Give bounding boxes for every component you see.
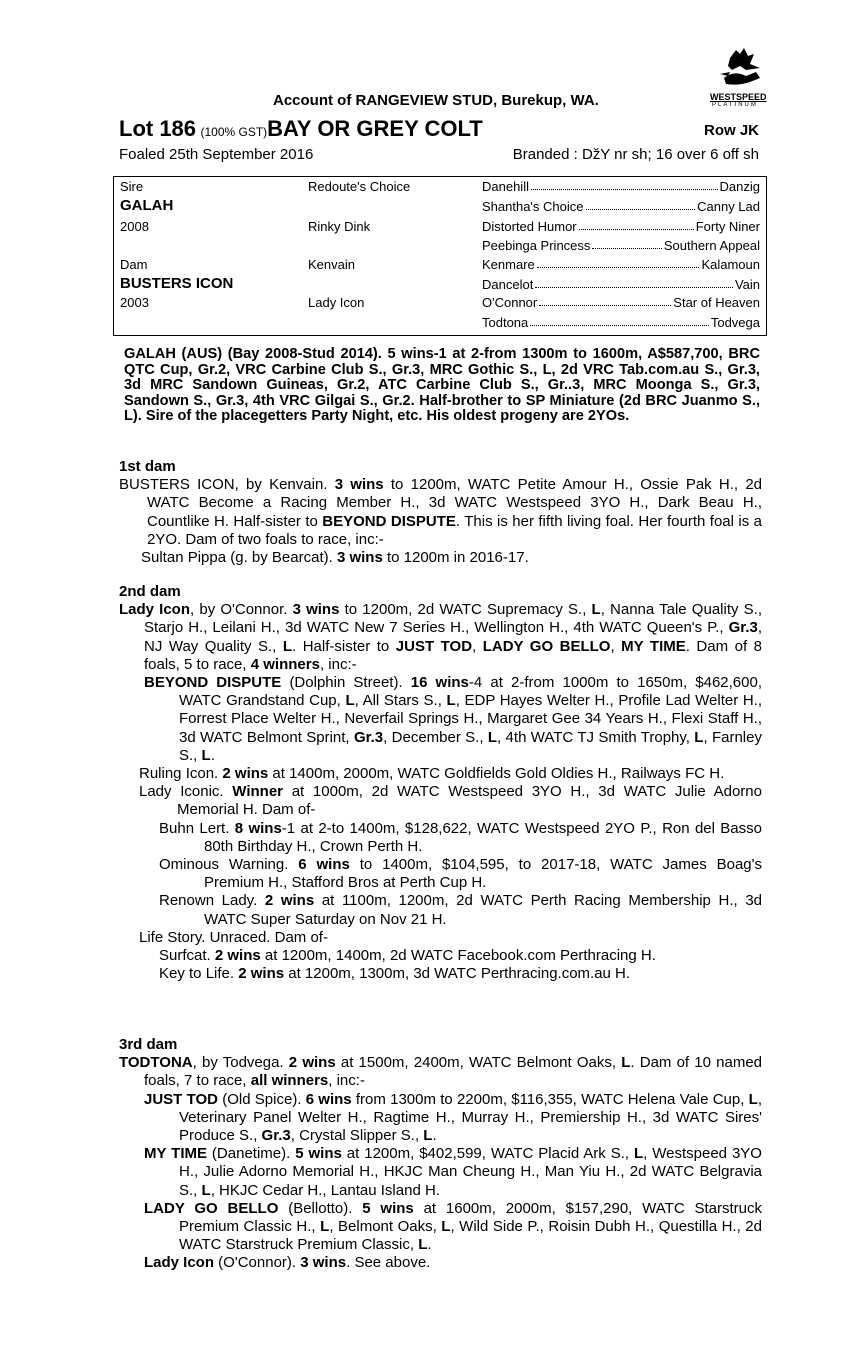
- produce-entry: [119, 947, 762, 965]
- produce-entry: [119, 1254, 762, 1272]
- text: , Crystal Slipper S.,: [290, 1127, 424, 1145]
- gst-note: (100% GST): [200, 125, 268, 139]
- bold-text: 8 wins: [234, 819, 282, 837]
- dot-leader: [530, 315, 709, 326]
- dot-leader: [535, 277, 733, 288]
- text: Renown Lady.: [159, 892, 265, 910]
- produce-entry: [119, 1145, 762, 1200]
- text: -1 at 2-to 1400m, $128,622, WATC Westspeed 2YO P., Ron del Basso 80th Birthday H., Crown Perth H.: [204, 819, 762, 855]
- text: Buhn Lert.: [159, 819, 235, 837]
- produce-entry: [119, 674, 762, 765]
- ancestor-name: Danehill: [482, 179, 529, 194]
- bold-text: L: [591, 601, 601, 619]
- text: at 1200m, 1400m, 2d WATC Facebook.com Perthracing H.: [260, 947, 656, 965]
- ancestor-name: O'Connor: [482, 295, 538, 310]
- ancestor-row: [482, 277, 760, 292]
- text: BUSTERS ICON, by Kenvain.: [119, 476, 335, 494]
- bold-text: 3 wins: [292, 601, 340, 619]
- dam-label: Dam: [120, 257, 148, 272]
- dot-leader: [586, 199, 696, 210]
- text: , December S.,: [383, 728, 488, 746]
- text: , EDP Hayes Welter H., Profile Lad Welter H., Forrest Place Welter H., Neverfail Springs H., Margaret Gee 34 Years H., Flexi Staff H., 3d WATC Belmont Sprint,: [179, 692, 763, 746]
- text: , inc:-: [328, 1072, 365, 1090]
- sire-name: GALAH: [120, 197, 174, 214]
- bold-text: L: [633, 1145, 644, 1163]
- text: . Half-sister to: [292, 637, 396, 655]
- dot-leader: [579, 219, 694, 230]
- first-dam-text: [119, 476, 762, 549]
- bold-text: Lady Icon: [144, 1254, 215, 1272]
- text: , Veterinary Panel Welter H., Ragtime H., Murray H., Premiership H., 3d WATC Sires' Produce S.,: [179, 1090, 762, 1145]
- bold-text: L: [446, 692, 456, 710]
- produce-entry: [119, 892, 762, 928]
- bold-text: MY TIME: [621, 637, 686, 655]
- sire-label: Sire: [120, 179, 144, 194]
- dam-name: BUSTERS ICON: [120, 275, 234, 292]
- third-dam-section: [119, 1036, 762, 1273]
- bold-text: JUST TOD: [395, 637, 473, 655]
- lot-number: Lot 186: [119, 116, 197, 141]
- ancestor-name: Todtona: [482, 315, 529, 330]
- bold-text: 6 wins: [305, 1090, 352, 1108]
- first-dam-heading: 1st dam: [119, 458, 176, 475]
- text: to 1200m, WATC Petite Amour H., Ossie Pak H., 2d WATC Become a Racing Member H., 3d WATC Westspeed 3YO H., Dark Beau H., Countlike H. Half-sister to: [147, 476, 763, 530]
- produce-entry: [119, 820, 762, 856]
- text: , Westspeed 3YO H., Julie Adorno Memorial H., HKJC Man Cheung H., Man Yiu H., 2d WATC Belgravia S.,: [179, 1145, 762, 1199]
- bold-text: 6 wins: [298, 856, 350, 874]
- text: Lady Iconic.: [139, 783, 233, 801]
- produce-entry: [119, 856, 762, 892]
- bold-text: 2 wins: [264, 892, 315, 910]
- vendor-account: Account of RANGEVIEW STUD, Burekup, WA.: [273, 92, 599, 109]
- produce-entry: [119, 965, 762, 983]
- bold-text: L: [201, 1181, 211, 1199]
- ancestor-name: Kenmare: [482, 257, 535, 272]
- bold-text: L: [418, 1236, 428, 1254]
- text: , by Todvega.: [192, 1054, 289, 1072]
- produce-entry: [119, 1200, 762, 1255]
- text: , Nanna Tale Quality S., Starjo H., Leilani H., 3d WATC New 7 Series H., Wellington H., 4th WATC Queen's P.,: [144, 601, 763, 637]
- ancestor-sire: Star of Heaven: [673, 295, 760, 310]
- bold-text: 16 wins: [410, 674, 469, 692]
- dot-leader: [592, 238, 661, 249]
- text: , Farnley S.,: [179, 728, 762, 764]
- westspeed-logo: [710, 44, 774, 110]
- bold-text: L: [694, 728, 704, 746]
- bold-text: 2 wins: [214, 947, 261, 965]
- bold-text: all winners: [250, 1072, 329, 1090]
- bold-text: L: [621, 1054, 631, 1072]
- bold-text: TODTONA: [119, 1054, 193, 1072]
- second-dam-section: [119, 583, 762, 983]
- text: , inc:-: [319, 655, 357, 673]
- horse-logo-icon: [710, 44, 770, 92]
- dam-dam: Lady Icon: [308, 295, 365, 310]
- text: , Belmont Oaks,: [329, 1218, 442, 1236]
- dam-year: 2003: [120, 295, 149, 310]
- text: Ominous Warning.: [159, 856, 299, 874]
- text: , NJ Way Quality S.,: [144, 619, 762, 655]
- bold-text: L: [345, 692, 355, 710]
- text: from 1300m to 2200m, $116,355, WATC Helena Vale Cup,: [351, 1090, 749, 1108]
- bold-text: Gr.3: [261, 1127, 291, 1145]
- bold-text: 3 wins: [336, 549, 383, 567]
- ancestor-sire: Kalamoun: [701, 257, 760, 272]
- ancestor-sire: Danzig: [719, 179, 760, 194]
- produce-entry: [119, 765, 762, 783]
- text: at 1500m, 2400m, WATC Belmont Oaks,: [335, 1054, 622, 1072]
- bold-text: Lady Icon: [119, 601, 191, 619]
- bold-text: 2 wins: [288, 1054, 336, 1072]
- produce-entry: [119, 601, 762, 674]
- ancestor-row: [482, 219, 760, 234]
- text: Ruling Icon.: [139, 765, 223, 783]
- ancestor-name: Peebinga Princess: [482, 238, 591, 253]
- produce-entry: [119, 1091, 762, 1146]
- bold-text: LADY GO BELLO: [482, 637, 611, 655]
- text: Key to Life.: [159, 965, 239, 983]
- dot-leader: [537, 257, 700, 268]
- bold-text: L: [320, 1218, 330, 1236]
- bold-text: BEYOND DISPUTE: [144, 674, 282, 692]
- text: ,: [472, 637, 483, 655]
- ancestor-row: [482, 199, 760, 214]
- text: , Wild Side P., Roisin Dubh H., Questilla H., 2d WATC Starstruck Premium Classic,: [179, 1218, 762, 1254]
- pedigree-table: [113, 176, 767, 336]
- ancestor-name: Distorted Humor: [482, 219, 577, 234]
- ancestor-row: [482, 315, 760, 330]
- text: . See above.: [346, 1254, 431, 1272]
- produce-entry: [119, 783, 762, 819]
- ancestor-sire: Vain: [734, 277, 760, 292]
- text: Surfcat.: [159, 947, 215, 965]
- bold-text: 5 wins: [362, 1199, 414, 1217]
- bold-text: 2 wins: [238, 965, 285, 983]
- sire-summary: GALAH (AUS) (Bay 2008-Stud 2014). 5 wins-1 at 2-from 1300m to 1600m, A$587,700, BRC QTC Cup, Gr.2, VRC Carbine Club S., Gr.3, MRC Gothic S., L, 2d VRC Tab.com.au S., Gr.3, 3d MRC Sandown Guineas, Gr.2, ATC Carbine Club S., Gr..3, MRC Moonga S., Gr.3, Sandown S., Gr.3, 4th VRC Gilgai S., Gr.2. Half-brother to SP Miniature (2d BRC Juanmo S., L). Sire of the placegetters Party Night, etc. His oldest progeny are 2YOs.: [124, 346, 760, 425]
- logo-tier: PLATINUM: [712, 102, 758, 108]
- text: , 4th WATC TJ Smith Trophy,: [497, 728, 695, 746]
- first-dam-foal: [119, 549, 762, 567]
- logo-brand: WESTSPEED: [710, 92, 767, 102]
- ancestor-sire: Canny Lad: [697, 199, 760, 214]
- third-dam-heading: 3rd dam: [119, 1036, 178, 1053]
- bold-text: LADY GO BELLO: [144, 1199, 279, 1217]
- lot-header: [119, 116, 759, 142]
- ancestor-name: Dancelot: [482, 277, 534, 292]
- brand-marks: Branded : ǅY nr sh; 16 over 6 off sh: [512, 146, 759, 163]
- text: to 1200m, 2d WATC Supremacy S.,: [339, 601, 592, 619]
- bold-text: L: [487, 728, 498, 746]
- ancestor-row: [482, 238, 760, 253]
- sire-year: 2008: [120, 219, 149, 234]
- bold-text: 4 winners: [250, 655, 320, 673]
- text: at 1200m, 1300m, 3d WATC Perthracing.com.au H.: [284, 965, 631, 983]
- text: . This is her fifth living foal. Her fourth foal is a 2YO. Dam of two foals to race, inc:-: [147, 512, 762, 548]
- bold-text: Gr.3: [728, 619, 758, 637]
- bold-text: JUST TOD: [144, 1090, 218, 1108]
- text: -4 at 2-from 1000m to 1650m, $462,600, WATC Grandstand Cup,: [179, 674, 762, 710]
- bold-text: 3 wins: [334, 476, 384, 494]
- text: ,: [610, 637, 622, 655]
- text: (Bellotto).: [278, 1199, 363, 1217]
- text: Life Story. Unraced. Dam of-: [139, 928, 328, 946]
- dot-leader: [539, 295, 671, 306]
- bold-text: 2 wins: [222, 765, 269, 783]
- bold-text: L: [423, 1127, 433, 1145]
- bold-text: Gr.3: [353, 728, 384, 746]
- produce-entry: [119, 1054, 762, 1090]
- text: to 1400m, $104,595, to 2017-18, WATC James Boag's Premium H., Stafford Bros at Perth Cup H.: [204, 856, 762, 892]
- text: . Dam of 10 named foals, 7 to race,: [144, 1054, 763, 1090]
- text: , All Stars S.,: [354, 692, 447, 710]
- text: at 1200m, $402,599, WATC Placid Ark S.,: [341, 1145, 634, 1163]
- text: at 1400m, 2000m, WATC Goldfields Gold Oldies H., Railways FC H.: [268, 765, 725, 783]
- ancestor-row: [482, 257, 760, 272]
- produce-entry: [119, 929, 762, 947]
- sire-dam: Rinky Dink: [308, 219, 371, 234]
- text: .: [432, 1127, 437, 1145]
- lot-title: BAY OR GREY COLT: [267, 116, 483, 141]
- row-label: Row JK: [703, 122, 759, 139]
- text: at 1100m, 1200m, 2d WATC Perth Racing Membership H., 3d WATC Super Saturday on Nov 21 H.: [204, 892, 762, 928]
- bold-text: BEYOND DISPUTE: [322, 512, 456, 530]
- ancestor-row: [482, 179, 760, 194]
- bold-text: L: [282, 637, 293, 655]
- text: (Old Spice).: [217, 1090, 306, 1108]
- third-dam-entries: [119, 1054, 762, 1272]
- bold-text: Winner: [232, 783, 283, 801]
- text: (Dolphin Street).: [281, 674, 411, 692]
- text: . Dam of 8 foals, 5 to race,: [144, 637, 762, 673]
- text: (O'Connor).: [214, 1254, 301, 1272]
- text: , HKJC Cedar H., Lantau Island H.: [210, 1181, 440, 1199]
- text: .: [210, 746, 215, 764]
- ancestor-name: Shantha's Choice: [482, 199, 584, 214]
- text: at 1000m, 2d WATC Westspeed 3YO H., 3d WATC Julie Adorno Memorial H. Dam of-: [177, 783, 762, 819]
- text: .: [427, 1236, 432, 1254]
- bold-text: MY TIME: [144, 1145, 207, 1163]
- ancestor-row: [482, 295, 760, 310]
- first-dam-section: [119, 458, 762, 567]
- bold-text: 3 wins: [300, 1254, 347, 1272]
- dot-leader: [531, 179, 718, 190]
- bold-text: 5 wins: [295, 1145, 342, 1163]
- second-dam-heading: 2nd dam: [119, 583, 181, 600]
- foaled-date: Foaled 25th September 2016: [119, 146, 314, 163]
- text: Sultan Pippa (g. by Bearcat).: [141, 549, 337, 567]
- text: , by O'Connor.: [190, 601, 293, 619]
- sire-sire: Redoute's Choice: [308, 179, 411, 194]
- ancestor-sire: Todvega: [710, 315, 760, 330]
- bold-text: L: [201, 746, 211, 764]
- bold-text: L: [441, 1218, 451, 1236]
- ancestor-sire: Forty Niner: [695, 219, 760, 234]
- text: to 1200m in 2016-17.: [382, 549, 529, 567]
- second-dam-entries: [119, 601, 762, 983]
- dam-sire: Kenvain: [308, 257, 355, 272]
- text: (Danetime).: [207, 1145, 296, 1163]
- ancestor-sire: Southern Appeal: [663, 238, 760, 253]
- text: at 1600m, 2000m, $157,290, WATC Starstruck Premium Classic H.,: [179, 1199, 763, 1236]
- bold-text: L: [748, 1090, 758, 1108]
